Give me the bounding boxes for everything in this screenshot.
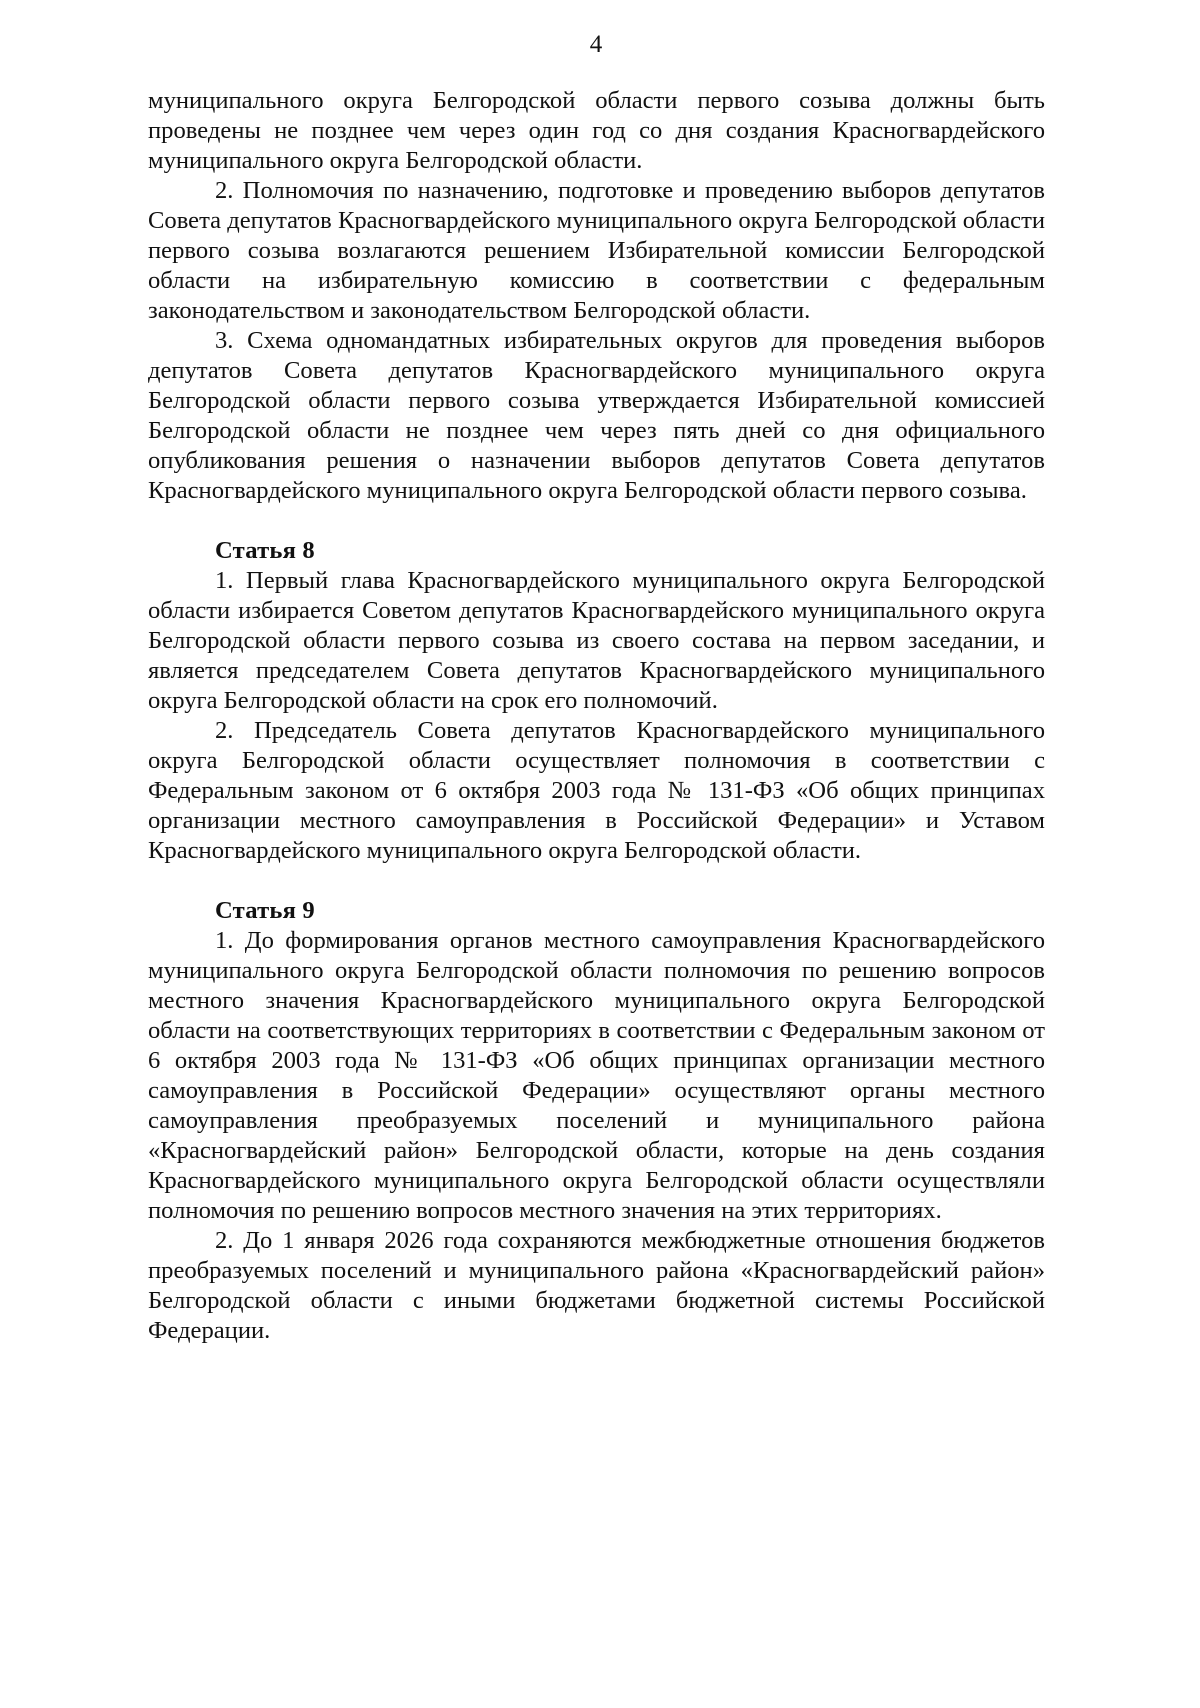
article-9-paragraph-2: 2. До 1 января 2026 года сохраняются межбюджетные отношения бюджетов преобразуемых поселений и муниципального района «Красногвардейский район» Белгородской области с иными бюджетами бюджетной системы Российской Федерации. (148, 1227, 1045, 1344)
article-9-title: Статья 9 (215, 897, 315, 924)
page-number: 4 (589, 31, 603, 58)
article-9-paragraph-1: 1. До формирования органов местного самоуправления Красногвардейского муниципального округа Белгородской области полномочия по решению вопросов местного значения Красногвардейского муниципального округа Белгородской области на соответствующих территориях в соответствии с Федеральным законом от 6 октября 2003 года № 131-ФЗ «Об общих принципах организации местного самоуправления в Российской Федерации» осуществляют органы местного самоуправления преобразуемых поселений и муниципального района «Красногвардейский район» Белгородской области, которые на день создания Красногвардейского муниципального округа Белгородской области осуществляли полномочия по решению вопросов местного значения на этих территориях. (148, 927, 1045, 1224)
document-body (148, 86, 1045, 1346)
spacer (148, 866, 1045, 896)
paragraph-intro-continuation: муниципального округа Белгородской области первого созыва должны быть проведены не позднее чем через один год со дня создания Красногвардейского муниципального округа Белгородской области. (148, 87, 1045, 174)
paragraph-intro-2: 2. Полномочия по назначению, подготовке и проведению выборов депутатов Совета депутатов Красногвардейского муниципального округа Белгородской области первого созыва возлагаются решением Избирательной комиссии Белгородской области на избирательную комиссию в соответствии с федеральным законодательством и законодательством Белгородской области. (148, 177, 1045, 324)
article-8-paragraph-2: 2. Председатель Совета депутатов Красногвардейского муниципального округа Белгородской области осуществляет полномочия в соответствии с Федеральным законом от 6 октября 2003 года № 131-ФЗ «Об общих принципах организации местного самоуправления в Российской Федерации» и Уставом Красногвардейского муниципального округа Белгородской области. (148, 717, 1045, 864)
article-8-paragraph-1: 1. Первый глава Красногвардейского муниципального округа Белгородской области избирается Советом депутатов Красногвардейского муниципального округа Белгородской области первого созыва из своего состава на первом заседании, и является председателем Совета депутатов Красногвардейского муниципального округа Белгородской области на срок его полномочий. (148, 567, 1045, 714)
article-8-title: Статья 8 (215, 537, 315, 564)
spacer (148, 506, 1045, 536)
paragraph-intro-3: 3. Схема одномандатных избирательных округов для проведения выборов депутатов Совета депутатов Красногвардейского муниципального округа Белгородской области первого созыва утверждается Избирательной комиссией Белгородской области не позднее чем через пять дней со дня официального опубликования решения о назначении выборов депутатов Совета депутатов Красногвардейского муниципального округа Белгородской области первого созыва. (148, 327, 1045, 504)
